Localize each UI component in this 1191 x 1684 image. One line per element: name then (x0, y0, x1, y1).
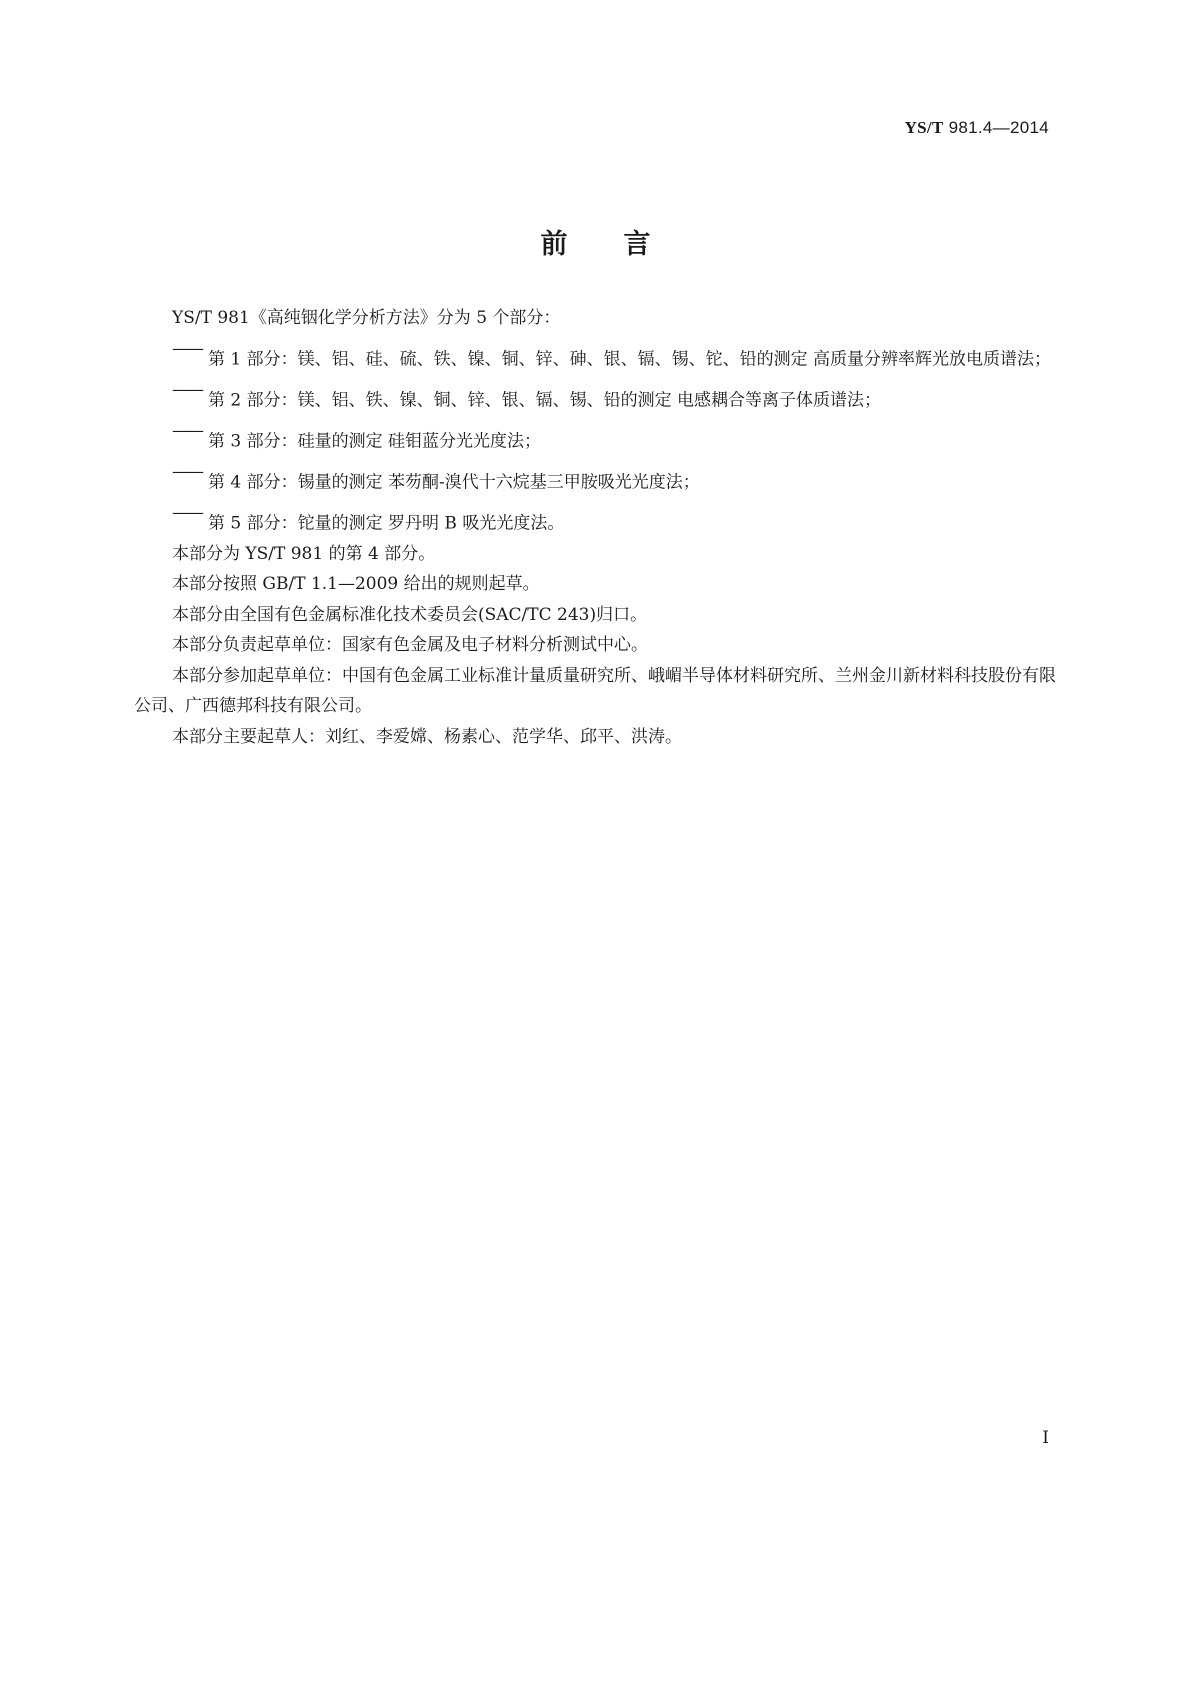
list-dash: —— (172, 379, 202, 400)
part-text: 第 3 部分：硅量的测定 硅钼蓝分光光度法； (208, 431, 542, 451)
main-drafters: 本部分主要起草人：刘红、李爱嫦、杨素心、范学华、邱平、洪涛。 (172, 726, 682, 747)
list-dash: —— (172, 338, 202, 359)
participating-units: 本部分参加起草单位：中国有色金属工业标准计量质量研究所、峨嵋半导体材料研究所、兰州金川新材料科技股份有限公司、广西德邦科技有限公司。 (134, 665, 1056, 716)
committee-statement: 本部分由全国有色金属标准化技术委员会(SAC/TC 243)归口。 (172, 604, 648, 625)
standard-number (905, 118, 1049, 138)
part-list-item (172, 334, 1059, 375)
page-number: I (1042, 1428, 1049, 1448)
part-text: 第 4 部分：锡量的测定 苯芴酮-溴代十六烷基三甲胺吸光光度法； (208, 472, 700, 492)
list-dash: —— (172, 420, 202, 441)
responsible-unit: 本部分负责起草单位：国家有色金属及电子材料分析测试中心。 (172, 635, 648, 655)
part-list-item (172, 375, 1059, 416)
standard-year: 981.4—2014 (948, 118, 1049, 137)
intro-paragraph: YS/T 981《高纯铟化学分析方法》分为 5 个部分： (172, 308, 561, 328)
standard-code: YS/T (904, 118, 944, 137)
list-dash: —— (172, 461, 202, 482)
part-list-item (172, 457, 1059, 498)
part-list-item (172, 416, 1059, 457)
part-list-item (172, 498, 1059, 539)
part-text: 第 2 部分：镁、铝、铁、镍、铜、锌、银、镉、锡、铅的测定 电感耦合等离子体质谱法； (208, 390, 882, 410)
page-title: 前言 (540, 229, 707, 260)
part-statement: 本部分为 YS/T 981 的第 4 部分。 (172, 543, 436, 564)
part-text: 第 5 部分：铊量的测定 罗丹明 B 吸光光度法。 (208, 513, 565, 533)
part-text: 第 1 部分：镁、铝、硅、硫、铁、镍、铜、锌、砷、银、镉、锡、铊、铅的测定 高质量分辨率辉光放电质谱法； (208, 349, 1052, 369)
drafting-rules: 本部分按照 GB/T 1.1—2009 给出的规则起草。 (172, 574, 540, 594)
list-dash: —— (172, 502, 202, 523)
foreword-body (134, 303, 1059, 752)
